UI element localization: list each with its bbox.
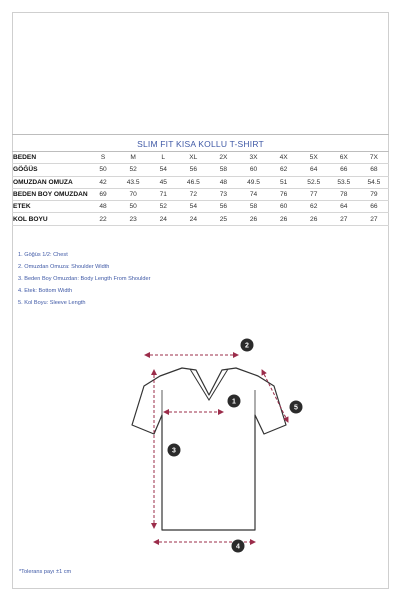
table-cell: 70 [118,188,148,200]
table-cell: 52.5 [299,176,329,188]
size-header-cell: 3X [238,152,268,164]
table-row [12,188,389,200]
note-item: 2. Omuzdan Omuza: Shoulder Width [18,264,110,270]
table-cell: 50 [88,164,118,176]
table-cell: 48 [208,176,238,188]
table-cell: 50 [118,201,148,213]
table-cell: 54 [148,164,178,176]
table-cell: 66 [359,201,389,213]
table-cell: 26 [238,213,268,225]
table-cell: 26 [269,213,299,225]
size-header-cell: 6X [329,152,359,164]
marker-3 [168,444,181,457]
table-cell: 42 [88,176,118,188]
table-cell: 24 [148,213,178,225]
table-cell: 27 [359,213,389,225]
table-cell: 24 [178,213,208,225]
row-label: BEDEN BOY OMUZDAN [12,188,88,200]
table-cell: 60 [269,201,299,213]
table-cell: 56 [178,164,208,176]
table-cell: 27 [329,213,359,225]
table-cell: 73 [208,188,238,200]
tshirt-measurement-diagram [130,330,310,555]
table-cell: 48 [88,201,118,213]
table-cell: 58 [238,201,268,213]
table-row [12,213,389,225]
table-cell: 45 [148,176,178,188]
size-header-cell: XL [178,152,208,164]
table-cell: 56 [208,201,238,213]
table-row [12,164,389,176]
table-cell: 54.5 [359,176,389,188]
note-item: 4. Etek: Bottom Width [18,288,73,294]
table-cell: 23 [118,213,148,225]
table-cell: 72 [178,188,208,200]
table-cell: 76 [269,188,299,200]
table-cell: 43.5 [118,176,148,188]
marker-4 [232,540,245,553]
table-cell: 49.5 [238,176,268,188]
table-cell: 66 [329,164,359,176]
table-cell: 51 [269,176,299,188]
size-header-cell: S [88,152,118,164]
svg-text:1: 1 [232,398,236,406]
row-label: KOL BOYU [12,213,88,225]
table-header-row [12,152,389,164]
size-header-cell: 7X [359,152,389,164]
table-cell: 46.5 [178,176,208,188]
table-cell: 62 [299,201,329,213]
table-cell: 22 [88,213,118,225]
table-cell: 60 [238,164,268,176]
table-cell: 77 [299,188,329,200]
table-cell: 62 [269,164,299,176]
table-cell: 78 [329,188,359,200]
svg-text:3: 3 [172,447,176,455]
table-cell: 58 [208,164,238,176]
table-cell: 74 [238,188,268,200]
size-header-cell: M [118,152,148,164]
table-cell: 25 [208,213,238,225]
table-cell: 54 [178,201,208,213]
table-cell: 26 [299,213,329,225]
table-cell: 71 [148,188,178,200]
table-cell: 79 [359,188,389,200]
row-label: GÖĞÜS [12,164,88,176]
header-label: BEDEN [12,152,88,164]
table-row [12,201,389,213]
marker-2 [241,339,254,352]
table-cell: 52 [118,164,148,176]
table-cell: 64 [299,164,329,176]
table-cell: 68 [359,164,389,176]
size-header-cell: 4X [269,152,299,164]
size-header-cell: L [148,152,178,164]
size-chart-table [12,134,389,226]
tolerance-note: *Tolerans payı ±1 cm [19,569,72,575]
note-item: 1. Göğüs 1/2: Chest [18,252,68,258]
svg-text:2: 2 [245,342,249,350]
table-row [12,176,389,188]
table-cell: 52 [148,201,178,213]
table-title: SLIM FIT KISA KOLLU T-SHIRT [12,134,389,152]
marker-1 [228,395,241,408]
svg-text:5: 5 [294,404,298,412]
marker-5 [290,401,303,414]
table-cell: 53.5 [329,176,359,188]
svg-text:4: 4 [236,543,240,551]
tshirt-outline [132,368,286,530]
size-header-cell: 5X [299,152,329,164]
table-cell: 69 [88,188,118,200]
note-item: 5. Kol Boyu: Sleeve Length [18,300,86,306]
note-item: 3. Beden Boy Omuzdan: Body Length From Shoulder [18,276,151,282]
size-header-cell: 2X [208,152,238,164]
measurement-notes [18,249,150,309]
row-label: ETEK [12,201,88,213]
row-label: OMUZDAN OMUZA [12,176,88,188]
table-cell: 64 [329,201,359,213]
